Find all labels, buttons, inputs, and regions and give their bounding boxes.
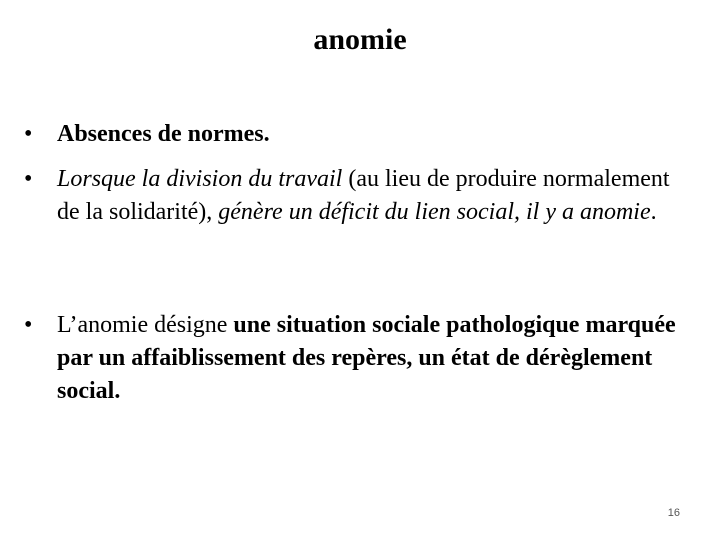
page-number: 16 xyxy=(667,507,680,519)
bullet-text-segment: L’anomie désigne xyxy=(57,312,234,338)
bullet-text xyxy=(57,163,692,229)
bullet-item-absences xyxy=(24,118,692,151)
bullet-marker: • xyxy=(24,312,33,338)
bullet-marker: • xyxy=(24,121,33,147)
bullet-text-segment: Absences de normes. xyxy=(57,121,270,147)
bullet-item-division-travail xyxy=(24,163,692,229)
bullet-text-segment: . xyxy=(650,199,657,225)
bullet-marker: • xyxy=(24,166,33,192)
bullet-text-segment-italic: Lorsque la division du travail xyxy=(57,166,343,192)
bullet-text-segment-italic: génère un déficit du lien social, il y a anomie xyxy=(218,199,651,225)
bullet-text-segment: (au lieu de produire normalement de la solidarité), xyxy=(57,166,670,225)
bullet-text xyxy=(57,309,692,408)
bullet-text-segment-bold: une situation sociale pathologique marquée par un affaiblissement des repères, un état de dérèglement social. xyxy=(57,312,676,404)
bullet-item-anomie-definition xyxy=(24,309,692,408)
bullet-text xyxy=(57,118,692,151)
slide-title: anomie xyxy=(313,23,407,56)
